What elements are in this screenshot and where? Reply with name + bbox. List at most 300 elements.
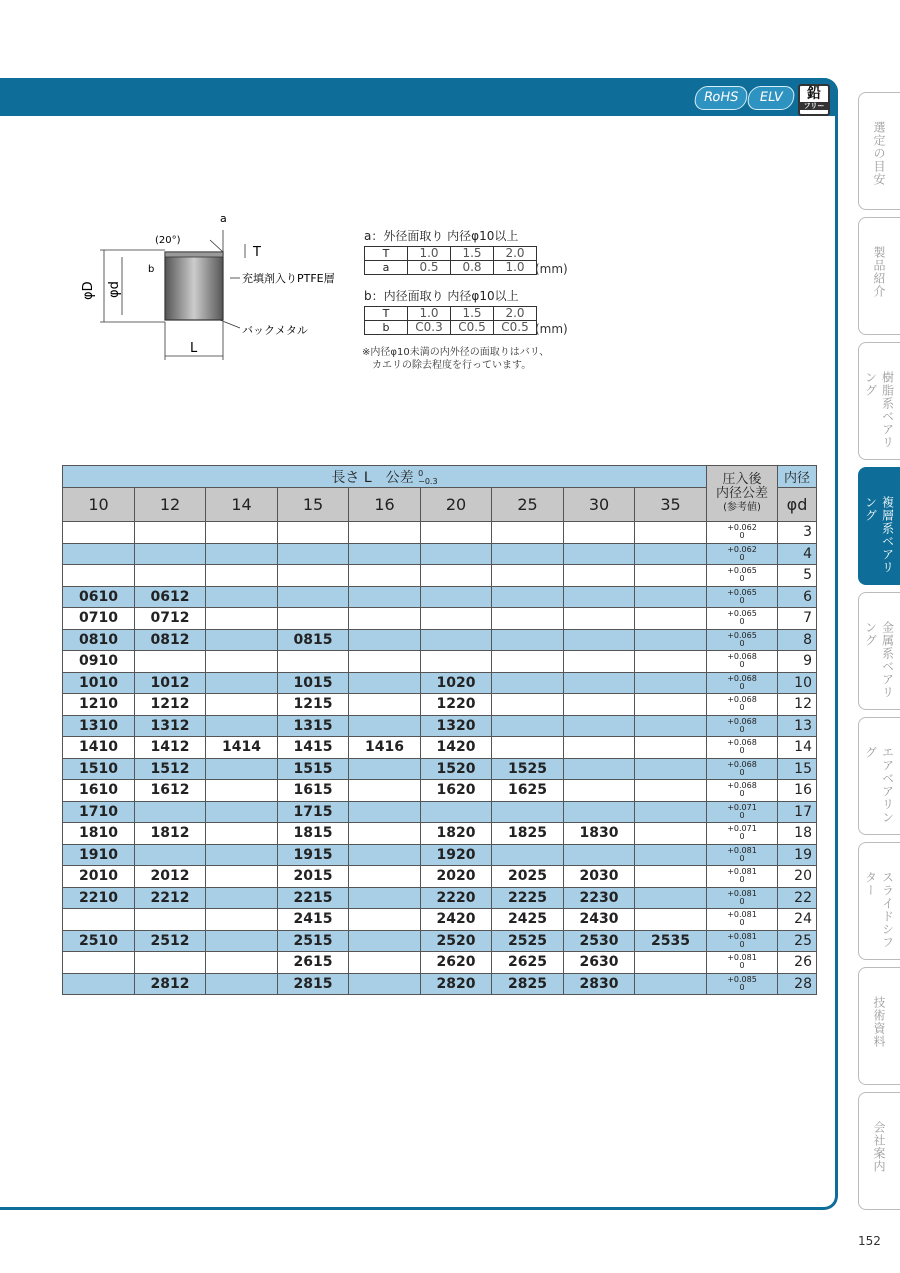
part-number-cell: 1715	[278, 801, 349, 823]
spec-cell: T	[365, 247, 408, 261]
part-number-cell	[635, 780, 707, 802]
part-number-cell: 2535	[635, 930, 707, 952]
inner-diameter-cell: 5	[778, 565, 817, 587]
part-number-cell: 0910	[63, 651, 135, 673]
spec-cell: 2.0	[494, 247, 537, 261]
tolerance-upper: +0.068	[727, 652, 757, 662]
inner-symbol-header: φd	[778, 488, 817, 522]
part-number-cell: 2420	[421, 909, 492, 931]
part-number-cell	[564, 651, 635, 673]
part-number-cell: 1625	[492, 780, 564, 802]
press-header-line: (参考値)	[723, 501, 761, 513]
table-row	[63, 930, 817, 952]
part-number-cell: 1512	[135, 758, 206, 780]
part-number-cell	[278, 608, 349, 630]
spec-a-unit: (mm)	[535, 262, 568, 276]
table-row	[63, 801, 817, 823]
part-number-cell: 0710	[63, 608, 135, 630]
part-number-cell	[63, 543, 135, 565]
part-number-cell	[635, 737, 707, 759]
part-number-cell	[206, 758, 278, 780]
length-header-label: 長さ L 公差	[331, 469, 414, 486]
part-number-cell	[63, 973, 135, 995]
tolerance-upper: +0.081	[727, 867, 757, 877]
tolerance-upper: +0.081	[727, 888, 757, 898]
tab-resin-bearing[interactable]: 樹脂系ベアリング	[858, 342, 900, 460]
part-number-cell	[349, 522, 421, 544]
part-number-cell	[635, 672, 707, 694]
column-header: 10	[63, 488, 135, 522]
spec-a-title: a：外径面取り 内径φ10以上	[364, 229, 519, 243]
inner-diameter-cell: 24	[778, 909, 817, 931]
part-number-cell: 1414	[206, 737, 278, 759]
tolerance-upper: +0.081	[727, 931, 757, 941]
note-line: カエリの除去程度を行っています。	[372, 360, 532, 371]
part-number-cell	[63, 952, 135, 974]
length-tol-upper: 0	[418, 468, 424, 478]
part-number-cell	[564, 522, 635, 544]
part-number-cell	[206, 608, 278, 630]
spec-cell: T	[365, 307, 408, 321]
table-row	[63, 565, 817, 587]
tolerance-lower: 0	[739, 875, 745, 885]
part-number-cell: 1825	[492, 823, 564, 845]
table-row	[63, 586, 817, 608]
part-number-cell: 2525	[492, 930, 564, 952]
part-number-cell	[135, 909, 206, 931]
inner-diameter-cell: 6	[778, 586, 817, 608]
column-header: 14	[206, 488, 278, 522]
part-number-cell	[421, 608, 492, 630]
spec-cell: 1.0	[408, 247, 451, 261]
press-header-line: 内径公差	[715, 485, 768, 501]
column-header: 20	[421, 488, 492, 522]
part-number-cell: 2025	[492, 866, 564, 888]
part-number-cell: 2625	[492, 952, 564, 974]
part-number-cell	[135, 522, 206, 544]
part-number-cell: 2620	[421, 952, 492, 974]
spec-cell: C0.5	[451, 321, 494, 335]
part-number-cell: 2425	[492, 909, 564, 931]
tolerance-lower: 0	[739, 982, 745, 992]
part-number-cell	[635, 522, 707, 544]
part-number-cell	[349, 973, 421, 995]
part-number-cell	[349, 866, 421, 888]
part-number-cell: 1210	[63, 694, 135, 716]
part-number-cell: 1310	[63, 715, 135, 737]
part-number-cell	[635, 973, 707, 995]
part-number-cell	[492, 651, 564, 673]
part-number-cell	[206, 672, 278, 694]
part-number-cell: 1615	[278, 780, 349, 802]
spec-cell: 1.0	[408, 307, 451, 321]
part-number-cell	[564, 844, 635, 866]
part-number-cell: 1015	[278, 672, 349, 694]
part-number-cell	[206, 930, 278, 952]
label-backmetal: バックメタル	[242, 324, 308, 337]
part-number-cell	[564, 780, 635, 802]
tolerance-cell	[707, 930, 778, 952]
part-number-cell	[206, 801, 278, 823]
part-number-cell	[135, 801, 206, 823]
page-number: 152	[858, 1234, 881, 1248]
part-number-cell	[349, 780, 421, 802]
part-number-cell: 1320	[421, 715, 492, 737]
part-number-cell	[206, 715, 278, 737]
part-number-cell: 2510	[63, 930, 135, 952]
part-number-cell	[206, 844, 278, 866]
part-number-cell: 1915	[278, 844, 349, 866]
part-number-cell	[492, 608, 564, 630]
part-number-cell	[635, 909, 707, 931]
tolerance-cell	[707, 887, 778, 909]
tab-technical-data[interactable]: 技術資料	[858, 967, 900, 1085]
column-header: 25	[492, 488, 564, 522]
column-header: 30	[564, 488, 635, 522]
part-number-cell: 1830	[564, 823, 635, 845]
part-number-cell: 2220	[421, 887, 492, 909]
tolerance-lower: 0	[739, 789, 745, 799]
part-number-cell: 2430	[564, 909, 635, 931]
part-number-cell	[492, 715, 564, 737]
inner-diameter-cell: 16	[778, 780, 817, 802]
spec-cell: a	[365, 261, 408, 275]
elv-badge: ELV	[746, 86, 796, 110]
chamfer-note	[362, 346, 549, 372]
tolerance-lower: 0	[739, 853, 745, 863]
part-number-cell	[63, 522, 135, 544]
column-header: 15	[278, 488, 349, 522]
part-number-cell: 1612	[135, 780, 206, 802]
tolerance-lower: 0	[739, 681, 745, 691]
tab-company[interactable]: 会社案内	[858, 1092, 900, 1210]
part-number-cell	[349, 565, 421, 587]
spec-b-unit: (mm)	[535, 322, 568, 336]
part-number-cell: 2210	[63, 887, 135, 909]
part-number-cell	[421, 629, 492, 651]
part-number-cell	[206, 565, 278, 587]
inner-diameter-cell: 14	[778, 737, 817, 759]
part-number-cell	[349, 543, 421, 565]
tolerance-upper: +0.068	[727, 673, 757, 683]
spec-cell: 1.0	[494, 261, 537, 275]
part-number-cell	[421, 565, 492, 587]
inner-diameter-cell: 4	[778, 543, 817, 565]
press-tolerance-header	[707, 466, 778, 522]
part-number-cell	[349, 823, 421, 845]
tolerance-upper: +0.062	[727, 523, 757, 533]
tolerance-lower: 0	[739, 767, 745, 777]
part-number-cell	[206, 694, 278, 716]
part-number-cell: 1920	[421, 844, 492, 866]
part-number-cell	[635, 694, 707, 716]
spec-cell: 0.5	[408, 261, 451, 275]
tab-metal-bearing[interactable]: 金属系ベアリング	[858, 592, 900, 710]
part-number-cell	[564, 586, 635, 608]
part-number-cell	[135, 651, 206, 673]
part-number-cell: 1525	[492, 758, 564, 780]
part-number-cell: 1020	[421, 672, 492, 694]
part-number-cell	[278, 651, 349, 673]
part-number-cell: 1415	[278, 737, 349, 759]
part-number-cell: 2812	[135, 973, 206, 995]
inner-diameter-cell: 9	[778, 651, 817, 673]
part-number-cell	[135, 844, 206, 866]
tolerance-upper: +0.068	[727, 781, 757, 791]
inner-diameter-cell: 26	[778, 952, 817, 974]
part-number-cell: 2225	[492, 887, 564, 909]
tolerance-upper: +0.068	[727, 759, 757, 769]
table-row	[63, 887, 817, 909]
part-number-cell: 1620	[421, 780, 492, 802]
part-number-cell: 1520	[421, 758, 492, 780]
tolerance-upper: +0.065	[727, 609, 757, 619]
inner-diameter-cell: 18	[778, 823, 817, 845]
table-row	[63, 651, 817, 673]
column-header: 35	[635, 488, 707, 522]
part-number-cell	[635, 608, 707, 630]
part-number-cell	[492, 586, 564, 608]
part-number-cell: 1910	[63, 844, 135, 866]
part-number-cell	[564, 565, 635, 587]
tolerance-lower: 0	[739, 638, 745, 648]
part-number-cell	[635, 651, 707, 673]
part-number-cell: 1212	[135, 694, 206, 716]
part-number-cell	[492, 629, 564, 651]
part-number-cell	[349, 586, 421, 608]
column-header: 16	[349, 488, 421, 522]
tolerance-lower: 0	[739, 918, 745, 928]
inner-diameter-cell: 19	[778, 844, 817, 866]
part-number-cell: 2630	[564, 952, 635, 974]
inner-diameter-cell: 8	[778, 629, 817, 651]
part-number-cell	[635, 801, 707, 823]
part-number-cell	[349, 672, 421, 694]
part-number-cell	[206, 629, 278, 651]
part-number-cell: 0610	[63, 586, 135, 608]
table-row	[63, 608, 817, 630]
tolerance-upper: +0.081	[727, 953, 757, 963]
part-number-cell	[635, 887, 707, 909]
part-number-cell	[635, 586, 707, 608]
inner-diameter-cell: 10	[778, 672, 817, 694]
tolerance-lower: 0	[739, 552, 745, 562]
column-header: 12	[135, 488, 206, 522]
table-row	[63, 672, 817, 694]
part-number-cell	[63, 909, 135, 931]
part-number-cell: 2010	[63, 866, 135, 888]
part-number-cell	[635, 866, 707, 888]
rohs-badge: RoHS	[693, 86, 749, 110]
part-number-cell	[206, 909, 278, 931]
note-line: ※内径φ10未満の内外径の面取りはバリ、	[362, 347, 550, 358]
part-number-cell: 1412	[135, 737, 206, 759]
part-number-cell: 2615	[278, 952, 349, 974]
part-number-cell	[206, 823, 278, 845]
part-number-table	[62, 465, 817, 995]
tolerance-upper: +0.068	[727, 716, 757, 726]
tolerance-cell	[707, 694, 778, 716]
part-number-cell	[278, 522, 349, 544]
tolerance-upper: +0.081	[727, 845, 757, 855]
table-row	[63, 694, 817, 716]
part-number-cell	[278, 586, 349, 608]
part-number-cell: 2830	[564, 973, 635, 995]
part-number-cell	[349, 844, 421, 866]
spec-b-table	[364, 306, 537, 335]
part-number-cell	[349, 909, 421, 931]
tab-multilayer-bearing[interactable]: 複層系ベアリング	[858, 467, 900, 585]
part-number-cell	[349, 801, 421, 823]
part-number-cell	[349, 651, 421, 673]
part-number-cell: 2215	[278, 887, 349, 909]
part-number-cell: 1810	[63, 823, 135, 845]
inner-diameter-cell: 28	[778, 973, 817, 995]
part-number-cell	[349, 715, 421, 737]
tolerance-cell	[707, 801, 778, 823]
part-number-cell	[492, 543, 564, 565]
tolerance-lower: 0	[739, 724, 745, 734]
part-number-cell	[564, 629, 635, 651]
part-number-cell: 0810	[63, 629, 135, 651]
inner-diameter-cell: 12	[778, 694, 817, 716]
inner-diameter-cell: 17	[778, 801, 817, 823]
spec-b	[364, 287, 537, 335]
part-number-cell	[206, 586, 278, 608]
part-number-cell: 2020	[421, 866, 492, 888]
label-a: a	[220, 212, 227, 225]
part-number-cell	[206, 866, 278, 888]
tolerance-upper: +0.068	[727, 738, 757, 748]
label-ptfe: 充填剤入りPTFE層	[242, 272, 335, 285]
part-number-cell: 1420	[421, 737, 492, 759]
tolerance-upper: +0.081	[727, 910, 757, 920]
tolerance-lower: 0	[739, 595, 745, 605]
table-row	[63, 522, 817, 544]
part-number-cell: 2015	[278, 866, 349, 888]
inner-diameter-cell: 25	[778, 930, 817, 952]
tab-selection-guide[interactable]: 選定の目安	[858, 92, 900, 210]
tolerance-lower: 0	[739, 531, 745, 541]
part-number-cell	[349, 758, 421, 780]
tolerance-lower: 0	[739, 961, 745, 971]
label-angle: (20°)	[155, 235, 181, 246]
part-number-cell	[278, 565, 349, 587]
tolerance-cell	[707, 844, 778, 866]
tolerance-upper: +0.071	[727, 802, 757, 812]
part-number-cell	[635, 565, 707, 587]
tolerance-upper: +0.085	[727, 974, 757, 984]
tolerance-lower: 0	[739, 896, 745, 906]
tolerance-cell	[707, 522, 778, 544]
table-row	[63, 715, 817, 737]
part-number-cell	[349, 608, 421, 630]
spec-cell: 0.8	[451, 261, 494, 275]
part-number-cell: 2815	[278, 973, 349, 995]
inner-diameter-cell: 22	[778, 887, 817, 909]
tolerance-cell	[707, 909, 778, 931]
inner-diameter-cell: 15	[778, 758, 817, 780]
tolerance-cell	[707, 672, 778, 694]
part-number-cell	[492, 672, 564, 694]
table-row	[63, 823, 817, 845]
part-number-cell	[63, 565, 135, 587]
part-number-cell	[564, 758, 635, 780]
tolerance-cell	[707, 823, 778, 845]
tab-slide-shifter[interactable]: スライドシフター	[858, 842, 900, 960]
part-number-cell	[564, 801, 635, 823]
part-number-cell: 1315	[278, 715, 349, 737]
table-row	[63, 973, 817, 995]
part-number-cell: 1812	[135, 823, 206, 845]
part-number-cell	[206, 780, 278, 802]
part-number-cell: 0815	[278, 629, 349, 651]
part-number-cell	[278, 543, 349, 565]
label-d: φd	[107, 281, 122, 298]
tab-air-bearing[interactable]: エアベアリング	[858, 717, 900, 835]
label-T: T	[253, 245, 261, 260]
part-number-cell: 2825	[492, 973, 564, 995]
part-number-cell	[635, 758, 707, 780]
part-number-cell: 0712	[135, 608, 206, 630]
inner-diameter-cell: 3	[778, 522, 817, 544]
tolerance-cell	[707, 586, 778, 608]
table-row	[63, 909, 817, 931]
tolerance-cell	[707, 543, 778, 565]
part-number-cell: 2212	[135, 887, 206, 909]
label-D: φD	[81, 281, 96, 300]
tab-products[interactable]: 製品紹介	[858, 217, 900, 335]
part-number-cell	[349, 694, 421, 716]
inner-diameter-cell: 13	[778, 715, 817, 737]
part-number-cell: 1410	[63, 737, 135, 759]
part-number-cell: 1815	[278, 823, 349, 845]
part-number-cell: 1215	[278, 694, 349, 716]
part-number-cell	[564, 694, 635, 716]
part-number-cell: 1610	[63, 780, 135, 802]
part-number-cell: 2530	[564, 930, 635, 952]
part-number-cell	[635, 844, 707, 866]
tolerance-cell	[707, 952, 778, 974]
inner-diameter-header: 内径	[778, 466, 817, 488]
part-number-cell	[492, 522, 564, 544]
part-number-cell: 1710	[63, 801, 135, 823]
part-number-cell	[635, 629, 707, 651]
part-number-cell	[135, 565, 206, 587]
tolerance-cell	[707, 629, 778, 651]
part-number-cell	[206, 952, 278, 974]
part-number-cell: 1820	[421, 823, 492, 845]
tolerance-cell	[707, 737, 778, 759]
part-number-cell	[492, 844, 564, 866]
table-row	[63, 952, 817, 974]
spec-cell: C0.5	[494, 321, 537, 335]
tolerance-cell	[707, 565, 778, 587]
spec-cell: 2.0	[494, 307, 537, 321]
part-number-cell	[206, 651, 278, 673]
part-number-cell: 1515	[278, 758, 349, 780]
tolerance-cell	[707, 973, 778, 995]
spec-cell: 1.5	[451, 247, 494, 261]
part-number-cell	[349, 887, 421, 909]
part-number-cell: 0612	[135, 586, 206, 608]
part-number-cell: 2512	[135, 930, 206, 952]
part-number-cell: 2230	[564, 887, 635, 909]
tolerance-cell	[707, 866, 778, 888]
part-number-cell: 0812	[135, 629, 206, 651]
part-number-cell: 2820	[421, 973, 492, 995]
table-row	[63, 737, 817, 759]
